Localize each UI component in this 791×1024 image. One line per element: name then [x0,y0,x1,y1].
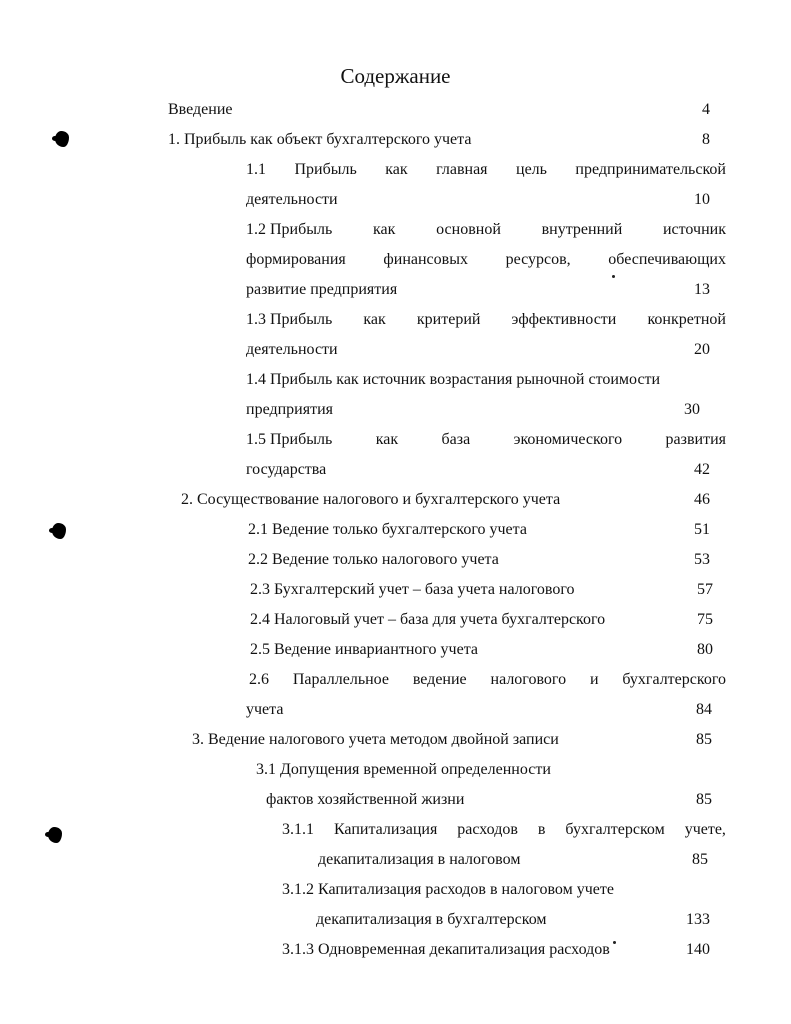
scan-speck [613,941,616,944]
toc-entry-1-1: 1.1 Прибыль как главная цель предпринимательской [246,161,726,178]
toc-entry-3-1-1: 3.1.1 Капитализация расходов в бухгалтерском учете, [282,821,726,838]
toc-entry-2-6-cont: учета [246,701,284,718]
scan-blot [52,523,66,539]
toc-page-2-6: 84 [696,701,712,718]
toc-entry-intro: Введение [168,101,233,118]
toc-entry-2-4: 2.4 Налоговый учет – база для учета бухгалтерского [250,611,606,628]
scan-speck [612,275,615,278]
toc-entry-3-1-1-cont: декапитализация в налоговом [318,851,521,868]
toc-entry-2-2: 2.2 Ведение только налогового учета [248,551,499,568]
toc-entry-chapter-2: 2. Сосуществование налогового и бухгалтерского учета [181,491,561,508]
toc-entry-2-5: 2.5 Ведение инвариантного учета [250,641,478,658]
toc-entry-1-2: 1.2 Прибыль как основной внутренний источник [246,221,726,238]
toc-entry-1-4: 1.4 Прибыль как источник возрастания рыночной стоимости [246,371,661,388]
toc-page-1-3: 20 [694,341,710,358]
toc-entry-1-3: 1.3 Прибыль как критерий эффективности конкретной [246,311,726,328]
toc-page-3-1-2: 133 [686,911,710,928]
toc-page-intro: 4 [702,101,710,118]
toc-page-1-4: 30 [684,401,700,418]
toc-entry-3-1-2: 3.1.2 Капитализация расходов в налоговом учете [282,881,614,898]
toc-entry-chapter-3: 3. Ведение налогового учета методом двойной записи [192,731,559,748]
scan-blot [48,827,62,843]
toc-page-2-2: 53 [694,551,710,568]
toc-page-chapter-3: 85 [696,731,712,748]
toc-entry-1-1-cont: деятельности [246,191,338,208]
toc-entry-1-4-cont: предприятия [246,401,333,418]
toc-entry-3-1-2-cont: декапитализация в бухгалтерском [316,911,547,928]
toc-page-3-1: 85 [696,791,712,808]
toc-page-1-2: 13 [694,281,710,298]
toc-page-2-3: 57 [697,581,713,598]
toc-entry-1-5: 1.5 Прибыль как база экономического развития [246,431,726,448]
toc-entry-1-3-cont: деятельности [246,341,338,358]
toc-page-2-5: 80 [697,641,713,658]
toc-entry-3-1-3: 3.1.3 Одновременная декапитализация расходов [282,941,610,958]
toc-page-1-5: 42 [694,461,710,478]
toc-page-2-1: 51 [694,521,710,538]
toc-page-chapter-1: 8 [702,131,710,148]
toc-entry-3-1-cont: фактов хозяйственной жизни [266,791,465,808]
toc-page-1-1: 10 [694,191,710,208]
scan-blot [55,131,69,147]
toc-entry-2-1: 2.1 Ведение только бухгалтерского учета [248,521,527,538]
toc-page-chapter-2: 46 [694,491,710,508]
toc-page-3-1-1: 85 [692,851,708,868]
toc-entry-2-6: 2.6 Параллельное ведение налогового и бухгалтерского [249,671,726,688]
toc-entry-1-2-cont: формирования финансовых ресурсов, обеспечивающих [246,251,726,268]
toc-entry-2-3: 2.3 Бухгалтерский учет – база учета налогового [250,581,575,598]
toc-entry-3-1: 3.1 Допущения временной определенности [256,761,551,778]
toc-page-2-4: 75 [697,611,713,628]
toc-entry-1-2-cont2: развитие предприятия [246,281,398,298]
page-title: Содержание [340,64,451,88]
toc-entry-1-5-cont: государства [246,461,327,478]
toc-page-3-1-3: 140 [686,941,710,958]
toc-entry-chapter-1: 1. Прибыль как объект бухгалтерского учета [168,131,472,148]
